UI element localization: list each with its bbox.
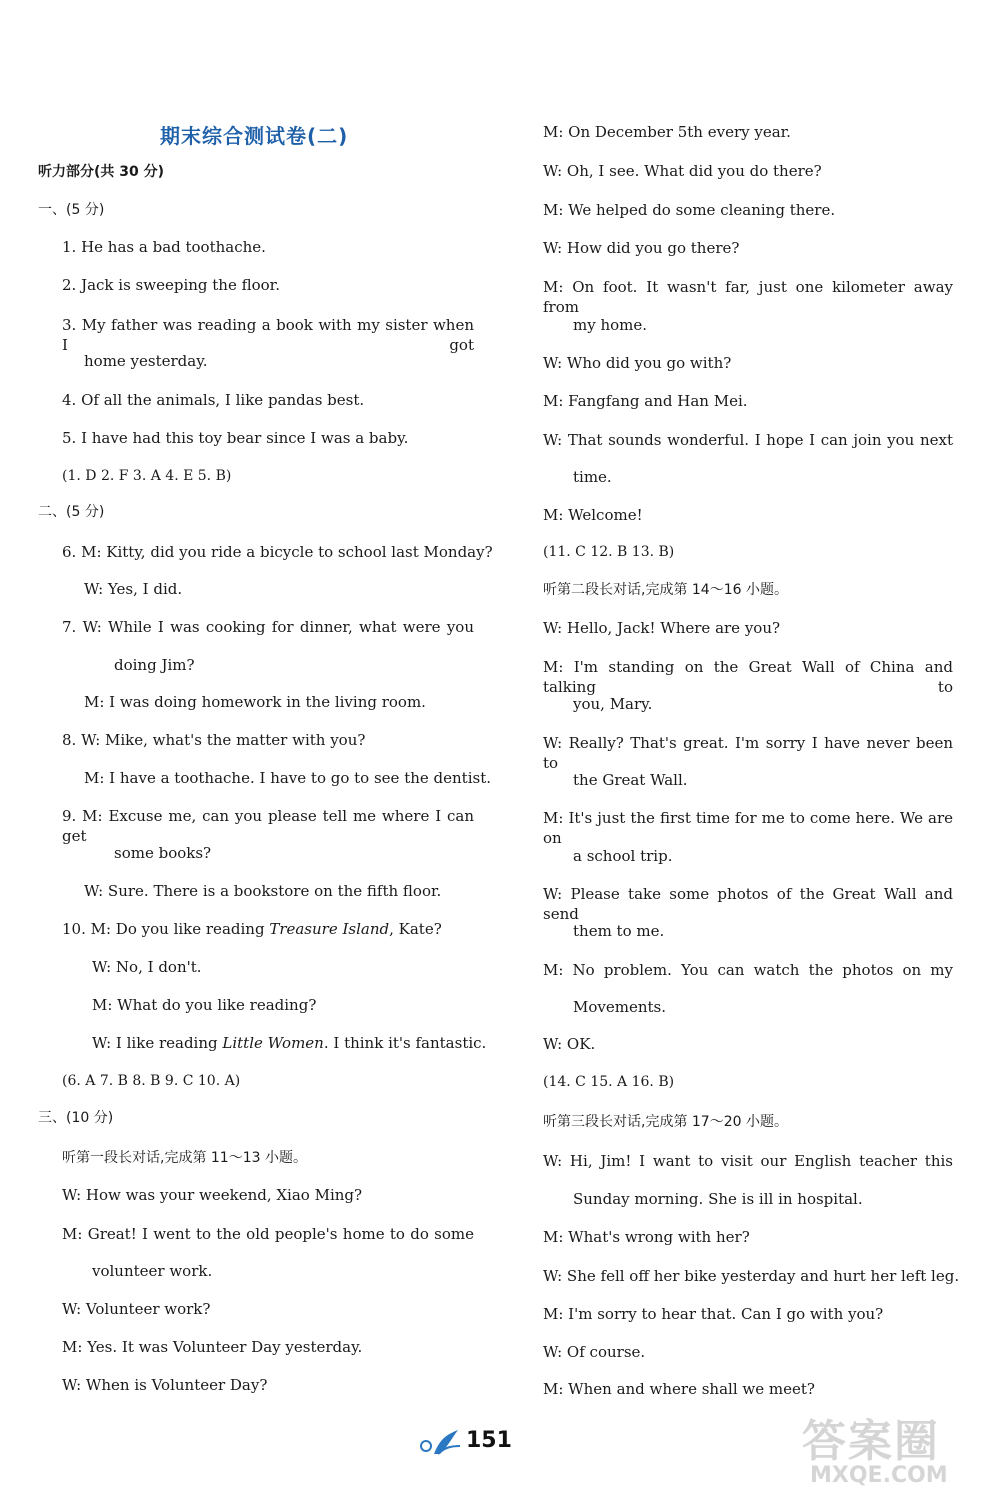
- watermark-url: MXQE.COM: [810, 1463, 948, 1488]
- right-lines-line: W: Oh, I see. What did you do there?: [543, 162, 822, 180]
- right-lines-line: my home.: [573, 316, 648, 334]
- left-lines-line: 7. W: While I was cooking for dinner, what were you: [62, 618, 474, 636]
- right-lines-line: W: Of course.: [543, 1343, 646, 1361]
- right-lines-line: W: She fell off her bike yesterday and hurt her left leg.: [543, 1267, 960, 1285]
- right-lines-line: M: We helped do some cleaning there.: [543, 201, 836, 219]
- left-lines-line: doing Jim?: [114, 656, 195, 674]
- left-lines-line: W: No, I don't.: [92, 958, 202, 976]
- right-lines-line: M: I'm sorry to hear that. Can I go with you?: [543, 1305, 884, 1323]
- left-lines-line: 2. Jack is sweeping the floor.: [62, 276, 280, 294]
- left-lines-line: 3. My father was reading a book with my sister when I got: [62, 316, 474, 354]
- right-lines-line: M: When and where shall we meet?: [543, 1380, 815, 1398]
- left-lines-line: (1. D 2. F 3. A 4. E 5. B): [62, 468, 232, 484]
- right-lines-line: 听第三段长对话,完成第 17～20 小题。: [543, 1114, 788, 1130]
- watermark: [802, 1405, 997, 1497]
- left-lines-line: 4. Of all the animals, I like pandas best.: [62, 391, 365, 409]
- right-lines-line: W: How did you go there?: [543, 239, 740, 257]
- left-lines-line: M: What do you like reading?: [92, 996, 317, 1014]
- right-lines-line: W: That sounds wonderful. I hope I can join you next: [543, 431, 953, 449]
- right-lines-line: M: Welcome!: [543, 506, 643, 524]
- right-lines-line: W: OK.: [543, 1035, 596, 1053]
- right-lines-line: W: Hello, Jack! Where are you?: [543, 619, 781, 637]
- left-lines-line: M: Yes. It was Volunteer Day yesterday.: [62, 1338, 363, 1356]
- left-lines-line: 10. M: Do you like reading Treasure Island, Kate?: [62, 920, 442, 938]
- left-lines-line: W: Yes, I did.: [84, 580, 183, 598]
- left-lines-line: W: How was your weekend, Xiao Ming?: [62, 1186, 363, 1204]
- right-lines-line: Sunday morning. She is ill in hospital.: [573, 1190, 863, 1208]
- left-lines-line: 1. He has a bad toothache.: [62, 238, 266, 256]
- right-lines-line: the Great Wall.: [573, 771, 688, 789]
- page-number: 151: [466, 1428, 512, 1453]
- right-lines-line: (14. C 15. A 16. B): [543, 1074, 675, 1090]
- left-lines-line: M: Great! I went to the old people's home to do some: [62, 1225, 474, 1243]
- right-lines-line: M: What's wrong with her?: [543, 1228, 750, 1246]
- right-lines-line: W: Who did you go with?: [543, 354, 732, 372]
- left-lines-line: 二、(5 分): [38, 504, 105, 520]
- right-lines-line: W: Hi, Jim! I want to visit our English teacher this: [543, 1152, 953, 1170]
- left-lines-line: W: Volunteer work?: [62, 1300, 211, 1318]
- right-lines-line: M: I'm standing on the Great Wall of China and talking to: [543, 658, 953, 696]
- left-lines-line: 5. I have had this toy bear since I was a baby.: [62, 429, 409, 447]
- right-lines-line: time.: [573, 468, 612, 486]
- left-lines-line: 9. M: Excuse me, can you please tell me where I can get: [62, 807, 474, 845]
- right-lines-line: W: Please take some photos of the Great Wall and send: [543, 885, 953, 923]
- left-lines-line: W: I like reading Little Women. I think it's fantastic.: [92, 1034, 487, 1052]
- publisher-logo-icon: [418, 1428, 462, 1458]
- watermark-logo-text: 答案圈: [802, 1416, 940, 1467]
- right-lines-line: M: Fangfang and Han Mei.: [543, 392, 748, 410]
- left-lines-line: 6. M: Kitty, did you ride a bicycle to school last Monday?: [62, 543, 493, 561]
- right-lines-line: W: Really? That's great. I'm sorry I have never been to: [543, 734, 953, 772]
- left-lines-line: volunteer work.: [92, 1262, 213, 1280]
- right-lines-line: M: On foot. It wasn't far, just one kilometer away from: [543, 278, 953, 316]
- left-lines-line: W: When is Volunteer Day?: [62, 1376, 268, 1394]
- right-lines-line: M: It's just the first time for me to come here. We are on: [543, 809, 953, 847]
- left-lines-line: 三、(10 分): [38, 1110, 114, 1126]
- left-lines-line: (6. A 7. B 8. B 9. C 10. A): [62, 1073, 241, 1089]
- left-lines-line: 听第一段长对话,完成第 11～13 小题。: [62, 1150, 307, 1166]
- left-lines-line: M: I was doing homework in the living room.: [84, 693, 426, 711]
- right-lines-line: Movements.: [573, 998, 666, 1016]
- right-lines-line: M: No problem. You can watch the photos on my: [543, 961, 953, 979]
- right-lines-line: (11. C 12. B 13. B): [543, 544, 675, 560]
- right-lines-line: a school trip.: [573, 847, 673, 865]
- left-lines-line: home yesterday.: [84, 352, 208, 370]
- page-title: 期末综合测试卷(二): [160, 124, 349, 148]
- left-lines-line: W: Sure. There is a bookstore on the fifth floor.: [84, 882, 442, 900]
- right-lines-line: 听第二段长对话,完成第 14～16 小题。: [543, 582, 788, 598]
- left-lines-line: 一、(5 分): [38, 202, 105, 218]
- left-lines-line: M: I have a toothache. I have to go to see the dentist.: [84, 769, 491, 787]
- right-lines-line: M: On December 5th every year.: [543, 123, 791, 141]
- left-lines-line: 听力部分(共 30 分): [38, 164, 165, 180]
- left-lines-line: 8. W: Mike, what's the matter with you?: [62, 731, 366, 749]
- left-lines-line: some books?: [114, 844, 212, 862]
- right-lines-line: them to me.: [573, 922, 665, 940]
- right-lines-line: you, Mary.: [573, 695, 653, 713]
